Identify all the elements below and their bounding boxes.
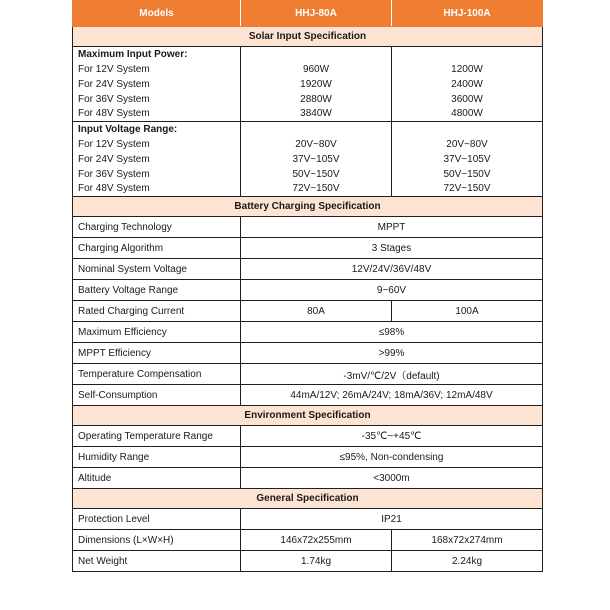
cell-shared: IP21 <box>241 509 543 530</box>
row-label: Nominal System Voltage <box>73 259 241 280</box>
section-header-solar <box>73 27 543 47</box>
spec-sheet <box>72 0 542 572</box>
cell-100a: 2.24kg <box>392 551 543 572</box>
table-header <box>73 1 543 27</box>
table-row <box>73 137 543 152</box>
header-model-100a: HHJ-100A <box>392 1 543 27</box>
row-label: Rated Charging Current <box>73 301 241 322</box>
row-label: Net Weight <box>73 551 241 572</box>
table-row <box>73 447 543 468</box>
subheading-max-input-power: Maximum Input Power: <box>73 47 241 62</box>
cell-80a: 1.74kg <box>241 551 392 572</box>
section-header-general <box>73 489 543 509</box>
cell-shared: ≤98% <box>241 322 543 343</box>
table-row <box>73 343 543 364</box>
cell-100a: 4800W <box>392 107 543 122</box>
cell-shared: 3 Stages <box>241 238 543 259</box>
cell-shared: -35℃~+45℃ <box>241 426 543 447</box>
row-label: Self-Consumption <box>73 385 241 406</box>
row-label: Operating Temperature Range <box>73 426 241 447</box>
section-title: Environment Specification <box>73 406 543 426</box>
row-label: Humidity Range <box>73 447 241 468</box>
table-row <box>73 152 543 167</box>
cell-shared: >99% <box>241 343 543 364</box>
cell-80a: 2880W <box>241 92 392 107</box>
row-label: Altitude <box>73 468 241 489</box>
row-label: For 24V System <box>73 77 241 92</box>
cell-80a: 3840W <box>241 107 392 122</box>
cell-shared: MPPT <box>241 217 543 238</box>
table-row <box>73 509 543 530</box>
row-label: For 48V System <box>73 107 241 122</box>
table-row <box>73 107 543 122</box>
row-label: Charging Technology <box>73 217 241 238</box>
spec-table <box>72 0 543 572</box>
row-label: For 24V System <box>73 152 241 167</box>
cell-80a: 146x72x255mm <box>241 530 392 551</box>
table-row <box>73 468 543 489</box>
row-label: For 36V System <box>73 167 241 182</box>
row-label: Battery Voltage Range <box>73 280 241 301</box>
subheading-input-voltage-range: Input Voltage Range: <box>73 122 241 137</box>
cell-80a: 960W <box>241 62 392 77</box>
table-row <box>73 77 543 92</box>
subheading-row <box>73 122 543 137</box>
table-row <box>73 238 543 259</box>
table-row <box>73 280 543 301</box>
section-header-battery <box>73 197 543 217</box>
table-row <box>73 385 543 406</box>
row-label: Maximum Efficiency <box>73 322 241 343</box>
cell-100a: 72V~150V <box>392 182 543 197</box>
header-models: Models <box>73 1 241 27</box>
row-label: MPPT Efficiency <box>73 343 241 364</box>
row-label: Dimensions (L×W×H) <box>73 530 241 551</box>
cell-100a: 50V~150V <box>392 167 543 182</box>
cell-100a: 37V~105V <box>392 152 543 167</box>
table-row <box>73 217 543 238</box>
row-label: Protection Level <box>73 509 241 530</box>
cell-100a: 168x72x274mm <box>392 530 543 551</box>
table-row <box>73 182 543 197</box>
table-row <box>73 259 543 280</box>
table-row <box>73 301 543 322</box>
table-row <box>73 530 543 551</box>
table-row <box>73 364 543 385</box>
table-row <box>73 426 543 447</box>
cell-100a: 20V~80V <box>392 137 543 152</box>
cell-shared: <3000m <box>241 468 543 489</box>
cell-80a: 72V~150V <box>241 182 392 197</box>
row-label: For 12V System <box>73 137 241 152</box>
table-row <box>73 551 543 572</box>
row-label: Temperature Compensation <box>73 364 241 385</box>
cell-80a: 80A <box>241 301 392 322</box>
cell-80a: 37V~105V <box>241 152 392 167</box>
cell-80a: 20V~80V <box>241 137 392 152</box>
section-title: General Specification <box>73 489 543 509</box>
cell-shared: 44mA/12V; 26mA/24V; 18mA/36V; 12mA/48V <box>241 385 543 406</box>
cell-80a: 50V~150V <box>241 167 392 182</box>
table-row <box>73 322 543 343</box>
row-label: For 36V System <box>73 92 241 107</box>
cell-80a: 1920W <box>241 77 392 92</box>
section-title: Solar Input Specification <box>73 27 543 47</box>
table-row <box>73 167 543 182</box>
cell-100a: 1200W <box>392 62 543 77</box>
subheading-row <box>73 47 543 62</box>
section-header-environment <box>73 406 543 426</box>
table-row <box>73 62 543 77</box>
table-row <box>73 92 543 107</box>
cell-shared: ≤95%, Non-condensing <box>241 447 543 468</box>
cell-shared: 12V/24V/36V/48V <box>241 259 543 280</box>
row-label: For 48V System <box>73 182 241 197</box>
cell-100a: 2400W <box>392 77 543 92</box>
cell-shared: -3mV/℃/2V（default) <box>241 364 543 385</box>
row-label: Charging Algorithm <box>73 238 241 259</box>
header-model-80a: HHJ-80A <box>241 1 392 27</box>
cell-shared: 9~60V <box>241 280 543 301</box>
row-label: For 12V System <box>73 62 241 77</box>
cell-100a: 3600W <box>392 92 543 107</box>
cell-100a: 100A <box>392 301 543 322</box>
section-title: Battery Charging Specification <box>73 197 543 217</box>
